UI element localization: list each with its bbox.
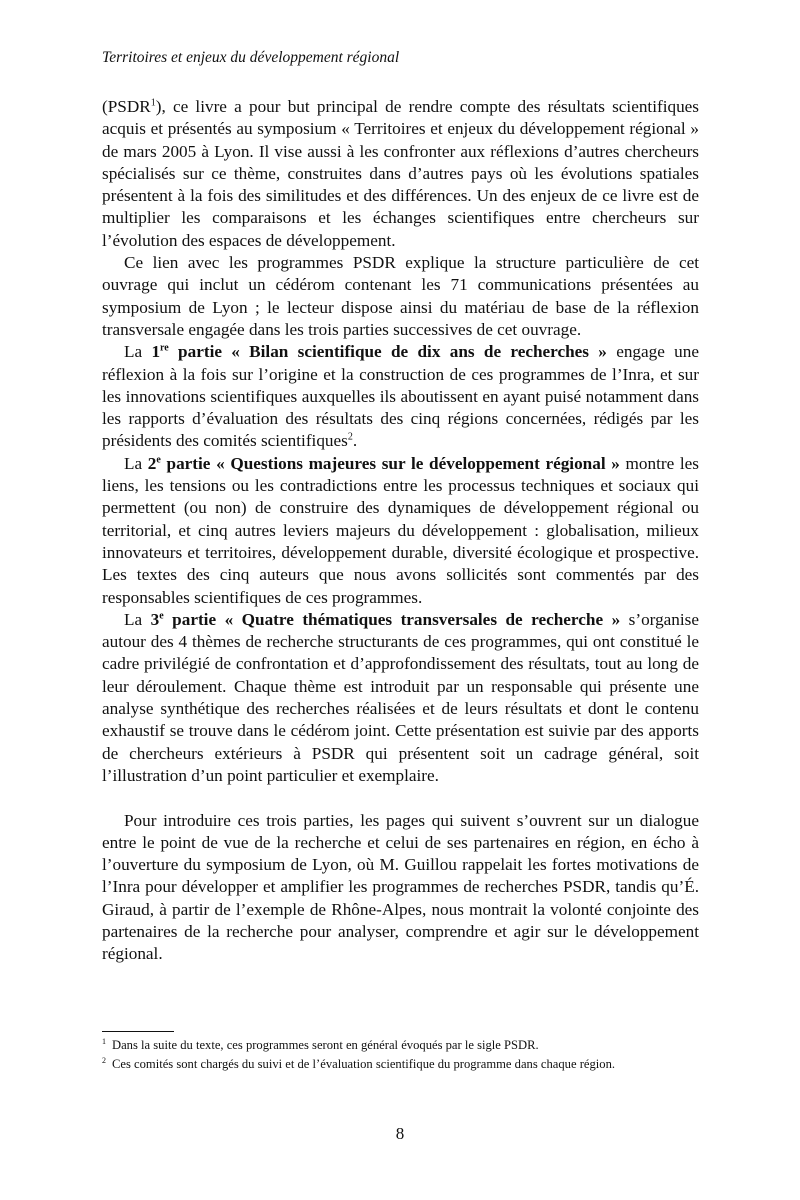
paragraph	[102, 609, 699, 787]
text: La	[124, 342, 152, 362]
footnote-divider	[102, 1031, 174, 1032]
paragraph: La 1re partie « Bilan scientifique de dix ans de recherches » engage une réflexion à la fois sur l’origine et la construction de ces programmes de l’Inra, et sur les innovations scientifiques auxquelles ils aboutissent en ayant puisé notamment dans les rapports d’évaluation des résultats des cinq régions concernées, rédigés par les présidents des comités scientifiques$^2$.	[102, 342, 699, 451]
part-title: 2e partie « Questions majeures sur le développement régional »	[147, 453, 620, 473]
text: engage une réflexion à la fois sur l’origine et la construction de ces programmes de l’Inra, et sur les innovations scientifiques auxquelles ils aboutissent en ayant puisé notamment dans les rapports d’évaluation des résultats des cinq régions concernées, rédigés par les présidents des comités scientifiques	[102, 342, 699, 451]
footnote-ref[interactable]: 2	[347, 431, 353, 443]
part-title: 1re partie « Bilan scientifique de dix ans de recherches »	[151, 342, 607, 362]
text: (PSDR	[102, 97, 151, 116]
running-header: Territoires et enjeux du développement régional	[102, 49, 400, 66]
paragraph: Pour introduire ces trois parties, les pages qui suivent s’ouvrent sur un dialogue entre le point de vue de la recherche et celui de ses partenaires en région, en écho à l’ouverture du symposium de Lyon, où M. Guillou rappelait les fortes motivations de l’Inra pour développer et amplifier les programmes de recherches PSDR, tandis qu’É. Giraud, à partir de l’exemple de Rhône-Alpes, nous montrait la volonté conjointe des partenaires de la recherche pour analyser, comprendre et agir sur le développement régional.	[102, 810, 699, 964]
paragraph	[102, 96, 699, 252]
footnotes	[102, 1036, 702, 1074]
text: s’organise autour des 4 thèmes de recherche structurants de ces programmes, qui ont constitué le cadre privilégié de confrontation et d’approfondissement des résultats, tout au long de leur déroulement. Chaque thème est introduit par un responsable qui présente une analyse synthétique des recherches réalisées et de leurs résultats et dont le contenu exhaustif se trouve dans le cédérom joint. Cette présentation est suivie par des apports de chercheurs extérieurs à PSDR qui présentent soit un cadrage général, soit l’illustration d’un point particulier et exemplaire.	[102, 609, 699, 785]
text: ), ce livre a pour but principal de rendre compte des résultats scientifiques acquis et présentés au symposium « Territoires et enjeux du développement régional » de mars 2005 à Lyon. Il vise aussi à les confronter aux réflexions d’autres chercheurs spécialisés sur ce thème, construites dans d’autres pays où les évolutions spatiales présentent à la fois des similitudes et des différences. Un des enjeux de ce livre est de multiplier les comparaisons et les échanges scientifiques entre chercheurs sur l’évolution des espaces de développement.	[102, 97, 699, 250]
text: montre les liens, les tensions ou les contradictions entre les processus techniques et sociaux qui permettent (ou non) de construire des dynamiques de développement régional ou territorial, et cinq autres leviers majeurs du développement : globalisation, milieux innovateurs et territoires, développement durable, diversité écologique et prospective. Les textes des cinq auteurs que nous avons sollicités sont commentés par des responsables scientifiques de ces programmes.	[102, 453, 699, 607]
body-text	[102, 96, 699, 966]
footnote-ref[interactable]: 1	[150, 97, 156, 109]
text: La	[124, 609, 151, 629]
text: La	[124, 453, 148, 473]
footnote: $^2$ Ces comités sont chargés du suivi et de l’évaluation scientifique du programme dans chaque région.	[102, 1055, 616, 1071]
page-number: 8	[395, 1124, 405, 1143]
paragraph	[102, 453, 699, 609]
footnote: $^1$ Dans la suite du texte, ces programmes seront en général évoqués par le sigle PSDR.	[102, 1036, 539, 1052]
part-title: 3e partie « Quatre thématiques transversales de recherche »	[150, 609, 621, 629]
paragraph: Ce lien avec les programmes PSDR explique la structure particulière de cet ouvrage qui inclut un cédérom contenant les 71 communications présentées au symposium de Lyon ; le lecteur dispose ainsi du matériau de base de la réflexion transversale engagée dans les trois parties successives de cet ouvrage.	[102, 253, 699, 339]
